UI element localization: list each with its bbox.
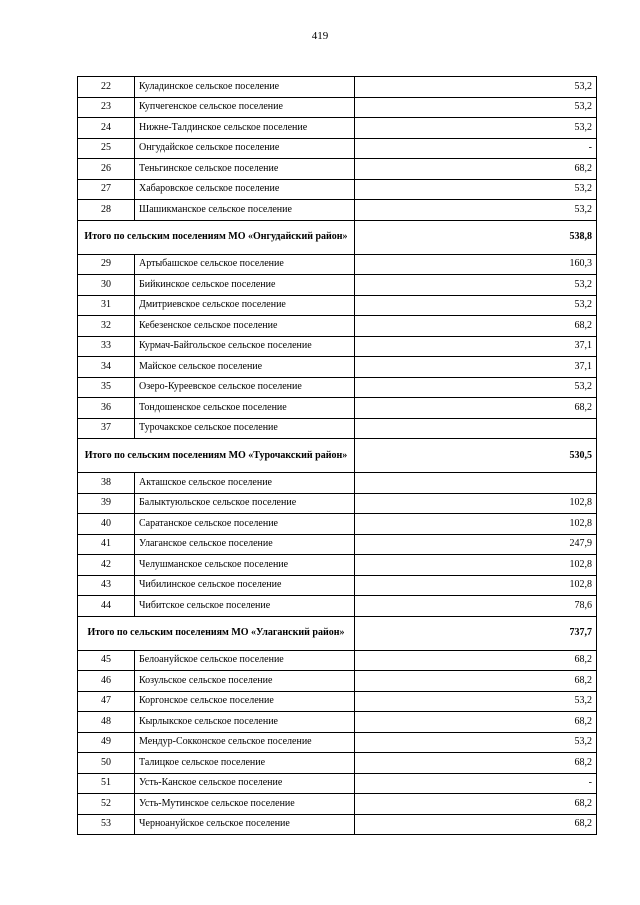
row-number: 43 [78,575,135,596]
table-row [78,336,597,357]
total-label: Итого по сельским поселениям МО «Турочакский район» [78,439,355,473]
settlement-name: Бийкинское сельское поселение [135,275,355,296]
total-row [78,616,597,650]
settlement-value: 102,8 [355,493,597,514]
total-value: 538,8 [355,220,597,254]
settlement-value: 102,8 [355,555,597,576]
settlement-value: 53,2 [355,179,597,200]
total-value: 530,5 [355,439,597,473]
table-row [78,254,597,275]
settlement-name: Кебезенское сельское поселение [135,316,355,337]
settlement-name: Артыбашское сельское поселение [135,254,355,275]
settlement-value: 160,3 [355,254,597,275]
table-row [78,159,597,180]
settlement-value: 102,8 [355,514,597,535]
total-label: Итого по сельским поселениям МО «Улаганский район» [78,616,355,650]
row-number: 30 [78,275,135,296]
settlement-name: Онгудайское сельское поселение [135,138,355,159]
row-number: 49 [78,732,135,753]
settlement-name: Теньгинское сельское поселение [135,159,355,180]
settlement-value: 68,2 [355,316,597,337]
row-number: 37 [78,418,135,439]
table-row [78,493,597,514]
settlement-name: Черноануйское сельское поселение [135,814,355,835]
settlement-value: 247,9 [355,534,597,555]
table-row [78,575,597,596]
settlement-value: 37,1 [355,357,597,378]
settlement-name: Усть-Канское сельское поселение [135,773,355,794]
settlement-value: 68,2 [355,814,597,835]
row-number: 47 [78,691,135,712]
settlement-value: 68,2 [355,753,597,774]
settlement-value: 68,2 [355,159,597,180]
table-row [78,398,597,419]
settlement-name: Купчегенское сельское поселение [135,97,355,118]
table-row [78,77,597,98]
settlement-name: Майское сельское поселение [135,357,355,378]
table-row [78,596,597,617]
row-number: 40 [78,514,135,535]
table-row [78,794,597,815]
table-row [78,712,597,733]
table-row [78,357,597,378]
settlement-name: Саратанское сельское поселение [135,514,355,535]
total-label: Итого по сельским поселениям МО «Онгудайский район» [78,220,355,254]
settlement-name: Акташское сельское поселение [135,473,355,494]
settlement-name: Коргонское сельское поселение [135,691,355,712]
settlement-name: Улаганское сельское поселение [135,534,355,555]
settlement-name: Тондошенское сельское поселение [135,398,355,419]
settlement-value: 53,2 [355,732,597,753]
row-number: 25 [78,138,135,159]
settlement-name: Чибитское сельское поселение [135,596,355,617]
table-row [78,200,597,221]
table-row [78,275,597,296]
row-number: 23 [78,97,135,118]
row-number: 35 [78,377,135,398]
table-row [78,97,597,118]
settlement-value: 53,2 [355,295,597,316]
table-row [78,753,597,774]
settlement-name: Усть-Мутинское сельское поселение [135,794,355,815]
row-number: 45 [78,650,135,671]
settlement-name: Кырлыкское сельское поселение [135,712,355,733]
table-row [78,295,597,316]
settlements-table [77,76,597,835]
settlement-value: 53,2 [355,377,597,398]
settlement-name: Куладинское сельское поселение [135,77,355,98]
row-number: 51 [78,773,135,794]
row-number: 46 [78,671,135,692]
settlement-value: 53,2 [355,77,597,98]
row-number: 50 [78,753,135,774]
settlement-value: 68,2 [355,712,597,733]
settlement-name: Мендур-Сокконское сельское поселение [135,732,355,753]
settlement-name: Курмач-Байгольское сельское поселение [135,336,355,357]
total-row [78,220,597,254]
row-number: 38 [78,473,135,494]
row-number: 28 [78,200,135,221]
row-number: 52 [78,794,135,815]
settlement-name: Чибилинское сельское поселение [135,575,355,596]
row-number: 53 [78,814,135,835]
settlement-value: 53,2 [355,97,597,118]
row-number: 44 [78,596,135,617]
table-body [78,77,597,835]
total-row [78,439,597,473]
row-number: 41 [78,534,135,555]
settlement-value: - [355,773,597,794]
table-row [78,773,597,794]
row-number: 33 [78,336,135,357]
settlement-value: 37,1 [355,336,597,357]
table-row [78,473,597,494]
settlement-value: 102,8 [355,575,597,596]
settlement-name: Шашикманское сельское поселение [135,200,355,221]
table-row [78,534,597,555]
row-number: 34 [78,357,135,378]
settlement-value: 68,2 [355,398,597,419]
settlement-value [355,473,597,494]
settlement-name: Козульское сельское поселение [135,671,355,692]
table-row [78,418,597,439]
row-number: 31 [78,295,135,316]
table-row [78,555,597,576]
table-row [78,138,597,159]
row-number: 36 [78,398,135,419]
table-row [78,377,597,398]
settlement-value: 78,6 [355,596,597,617]
settlement-value [355,418,597,439]
settlement-name: Белоануйское сельское поселение [135,650,355,671]
row-number: 22 [78,77,135,98]
row-number: 27 [78,179,135,200]
settlement-value: 68,2 [355,650,597,671]
table-row [78,691,597,712]
row-number: 24 [78,118,135,139]
settlement-value: 53,2 [355,118,597,139]
table-row [78,671,597,692]
settlement-value: 68,2 [355,794,597,815]
settlement-name: Озеро-Куреевское сельское поселение [135,377,355,398]
settlement-name: Талицкое сельское поселение [135,753,355,774]
table-row [78,118,597,139]
table-row [78,732,597,753]
settlement-value: 53,2 [355,691,597,712]
settlement-value: - [355,138,597,159]
table-row [78,814,597,835]
settlement-name: Балыктуюльское сельское поселение [135,493,355,514]
row-number: 29 [78,254,135,275]
table-row [78,514,597,535]
row-number: 26 [78,159,135,180]
table-row [78,650,597,671]
row-number: 42 [78,555,135,576]
settlement-name: Челушманское сельское поселение [135,555,355,576]
row-number: 48 [78,712,135,733]
settlement-name: Турочакское сельское поселение [135,418,355,439]
total-value: 737,7 [355,616,597,650]
page-number: 419 [311,30,329,42]
settlement-value: 53,2 [355,200,597,221]
settlement-name: Хабаровское сельское поселение [135,179,355,200]
settlement-value: 68,2 [355,671,597,692]
settlement-value: 53,2 [355,275,597,296]
row-number: 39 [78,493,135,514]
table-row [78,316,597,337]
settlement-name: Дмитриевское сельское поселение [135,295,355,316]
row-number: 32 [78,316,135,337]
table-row [78,179,597,200]
settlement-name: Нижне-Талдинское сельское поселение [135,118,355,139]
